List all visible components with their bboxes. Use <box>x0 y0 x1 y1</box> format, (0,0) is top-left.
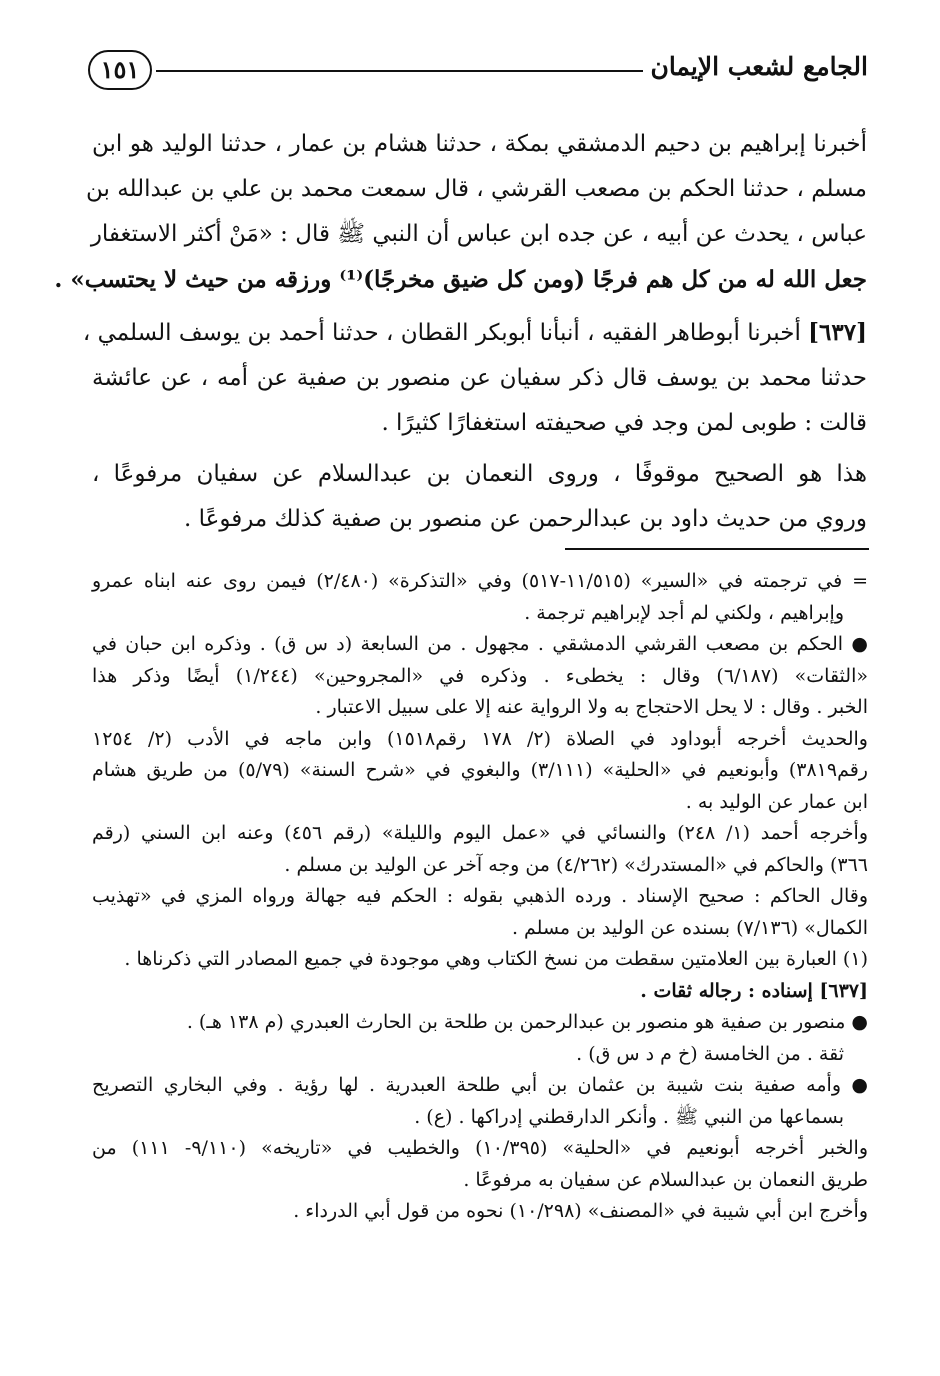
text-line: عباس ، يحدث عن أبيه ، عن جده ابن عباس أن النبي ﷺ قال : «مَنْ أكثر الاستغفار <box>90 221 867 247</box>
text-line: هذا هو الصحيح موقوفًا ، وروى النعمان بن عبدالسلام عن سفيان مرفوعًا ، <box>92 461 867 487</box>
text-line: أخبرنا أبوطاهر الفقيه ، أنبأنا أبوبكر القطان ، حدثنا أحمد بن يوسف السلمي ، <box>82 320 801 346</box>
footnote-line: [٦٣٧] إسناده : رجاله ثقات . <box>640 979 868 1002</box>
footnote-line: (١) العبارة بين العلامتين سقطت من نسخ الكتاب وهي موجودة في جميع المصادر التي ذكرناها . <box>124 948 868 970</box>
footnote-line: ابن عمار عن الوليد به . <box>685 790 868 813</box>
footnote-line: = في ترجمته في «السير» (١١/٥١٥-٥١٧) وفي «التذكرة» (٢/٤٨٠) فيمن روى عنه ابناه عمرو <box>92 570 868 592</box>
text-line: وروي من حديث داود بن عبدالرحمن عن منصور بن صفية كذلك مرفوعًا . <box>183 506 867 532</box>
paragraph-hadith-637 <box>82 310 867 446</box>
footnote-line: وإبراهيم ، ولكني لم أجد لإبراهيم ترجمة . <box>524 601 844 624</box>
footnote-separator <box>565 548 869 550</box>
text-line: جعل الله له من كل هم فرجًا (ومن كل ضيق مخرجًا)⁽¹⁾ ورزقه من حيث لا يحتسب» . <box>54 266 867 293</box>
footnote-line: بسماعها من النبي ﷺ . وأنكر الدارقطني إدراكها . (ع) . <box>414 1105 844 1128</box>
footnote-line: وقال الحاكم : صحيح الإسناد . ورده الذهبي بقوله : الحكم فيه جهالة ورواه المزي في «تهذيب <box>92 885 868 907</box>
page-number: ١٥١ <box>88 50 152 90</box>
footnote-line: ● الحكم بن مصعب القرشي الدمشقي . مجهول . من السابعة (د س ق) . وذكره ابن حبان في <box>92 633 868 655</box>
book-title: الجامع لشعب الإيمان <box>650 52 868 81</box>
header-rule <box>156 70 643 72</box>
footnote-line: رقم٣٨١٩) وأبونعيم في «الحلية» (٣/١١١) والبغوي في «شرح السنة» (٥/٧٩) من طريق هشام <box>92 759 868 781</box>
footnote-line: ثقة . من الخامسة (خ م د س ق) . <box>576 1042 844 1065</box>
footnote-line: «الثقات» (٦/١٨٧) وقال : يخطىء . وذكره في «المجروحين» (١/٢٤٤) أيضًا وذكر هذا <box>92 664 868 687</box>
footnote-line: ٣٦٦) والحاكم في «المستدرك» (٤/٢٦٢) من وجه آخر عن الوليد بن مسلم . <box>284 853 868 876</box>
footnote-line: وأخرجه أحمد (١/ ٢٤٨) والنسائي في «عمل اليوم والليلة» (رقم ٤٥٦) وعنه ابن السني (رقم <box>92 822 868 844</box>
footnote-line: ● وأمه صفية بنت شيبة بن عثمان بن أبي طلحة العبدرية . لها رؤية . وفي البخاري التصريح <box>92 1074 868 1096</box>
footnote-line: طريق النعمان بن عبدالسلام عن سفيان به مرفوعًا . <box>463 1168 868 1191</box>
text-line: قالت : طوبى لمن وجد في صحيفته استغفارًا كثيرًا . <box>381 410 867 436</box>
footnote-line: والخبر أخرجه أبونعيم في «الحلية» (١٠/٣٩٥) والخطيب في «تاريخه» (٩/١١٠- ١١١) من <box>92 1137 868 1159</box>
footnote-line: والحديث أخرجه أبوداود في الصلاة (٢/ ١٧٨ رقم١٥١٨) وابن ماجه في الأدب (٢/ ١٢٥٤ <box>92 727 868 750</box>
footnote-line: وأخرج ابن أبي شيبة في «المصنف» (١٠/٢٩٨) نحوه من قول أبي الدرداء . <box>293 1200 868 1222</box>
page-header <box>88 50 868 94</box>
text-line: حدثنا محمد بن يوسف قال ذكر سفيان عن منصور بن صفية عن أمه ، عن عائشة <box>92 365 867 391</box>
paragraph-hadith-636 <box>54 122 867 302</box>
footnote-line: الكمال» (٧/١٣٦) بسنده عن الوليد بن مسلم . <box>511 916 868 939</box>
footnotes <box>92 566 868 1228</box>
footnote-line: ● منصور بن صفية هو منصور بن عبدالرحمن بن طلحة بن الحارث العبدري (م ١٣٨ هـ) . <box>186 1011 868 1033</box>
paragraph-commentary <box>92 452 867 542</box>
text-line: مسلم ، حدثنا الحكم بن مصعب القرشي ، قال سمعت محمد بن علي بن عبدالله بن <box>85 176 867 202</box>
footnote-line: الخبر . وقال : لا يحل الاحتجاج به ولا الرواية عنه إلا على سبيل الاعتبار . <box>315 696 868 718</box>
hadith-number: [٦٣٧] <box>808 319 867 346</box>
text-line: أخبرنا إبراهيم بن دحيم الدمشقي بمكة ، حدثنا هشام بن عمار ، حدثنا الوليد هو ابن <box>92 131 867 157</box>
